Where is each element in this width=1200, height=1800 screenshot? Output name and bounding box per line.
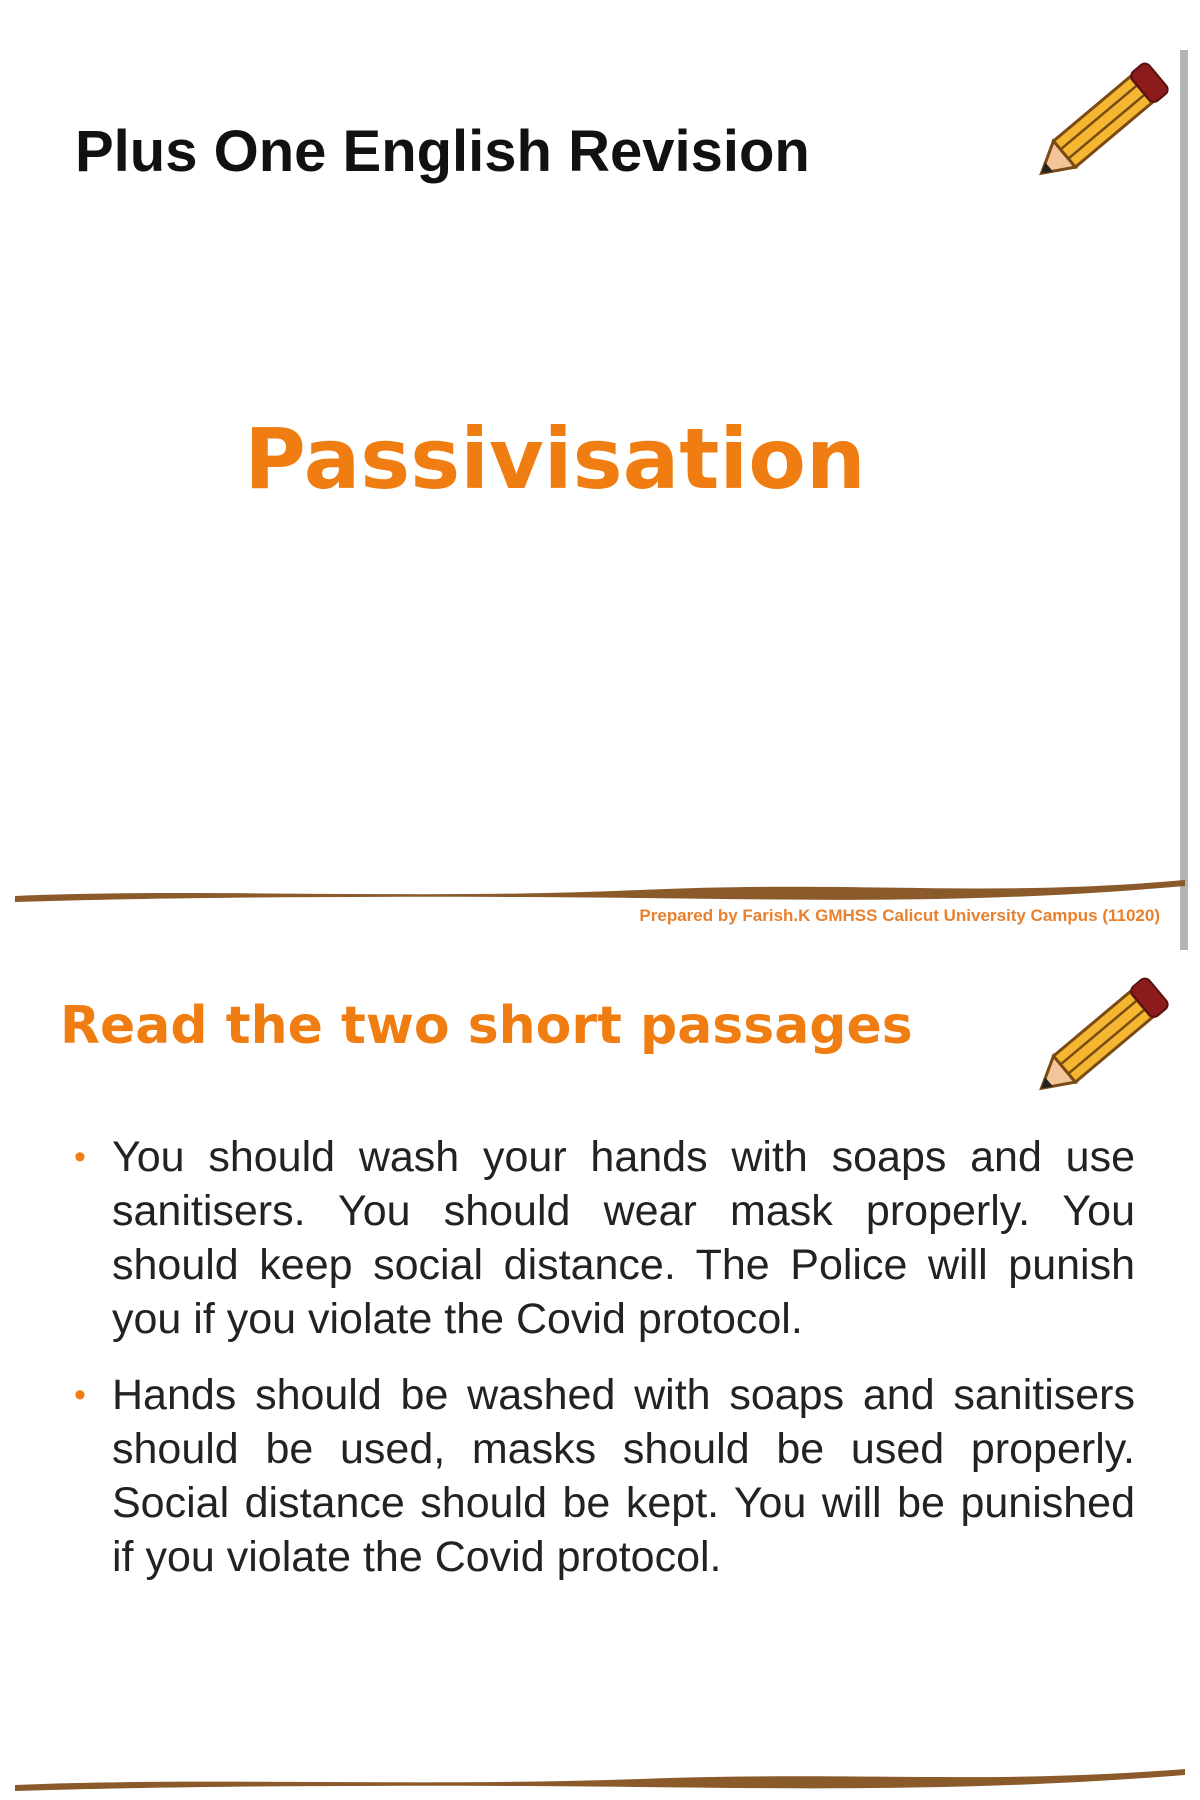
list-item [70, 1130, 1135, 1346]
section-title: Read the two short passages [60, 996, 913, 1056]
pencil-icon [1030, 960, 1180, 1110]
passages-slide [0, 950, 1200, 1800]
credit-footer: Prepared by Farish.K GMHSS Calicut University Campus (11020) [639, 906, 1160, 925]
bullet-icon: • [74, 1138, 86, 1176]
bullet-icon: • [74, 1376, 86, 1414]
brown-wave-divider [0, 1755, 1200, 1795]
brown-wave-divider [0, 870, 1200, 910]
passage-text: Hands should be washed with soaps and sanitisers should be used, masks should be used properly. Social distance should be kept. You will be punished if you violate the Covid protocol. [112, 1371, 1135, 1581]
pencil-icon [1030, 45, 1180, 195]
list-item [70, 1368, 1135, 1584]
deck-title: Plus One English Revision [75, 119, 810, 184]
passage-list [70, 1130, 1135, 1606]
topic-title: Passivisation [244, 410, 866, 508]
passage-text: You should wash your hands with soaps and use sanitisers. You should wear mask properly. You should keep social distance. The Police will punish you if you violate the Covid protocol. [112, 1133, 1135, 1343]
slide-side-rule [1180, 50, 1188, 950]
